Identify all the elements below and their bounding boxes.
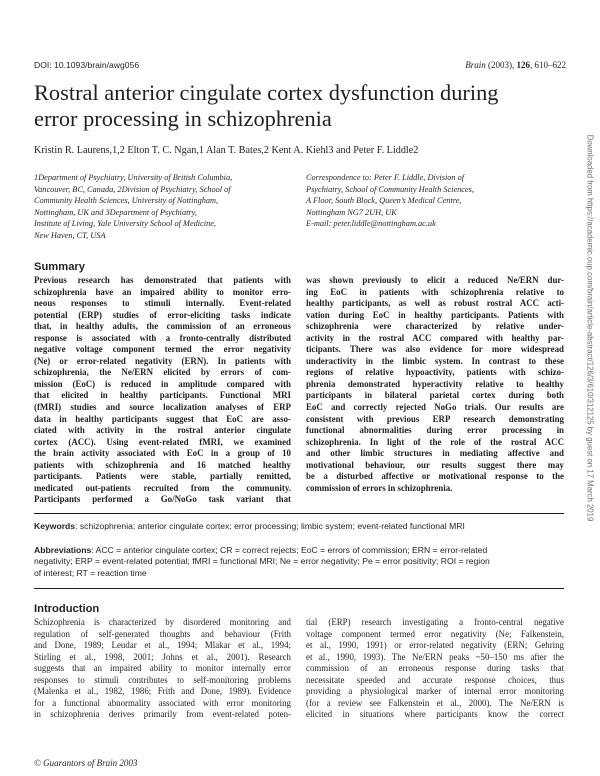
summary-line: that elicited in healthy participants. Functional MRI xyxy=(34,390,291,401)
summary-line: functional abnormalities during error processing in xyxy=(306,425,564,436)
summary-line: was shown previously to elicit a reduced Ne/ERN dur- xyxy=(306,275,564,285)
summary-line: and other limbic structures in mediating affective and xyxy=(306,448,564,459)
correspondence-line: Psychiatry, School of Community Health Sciences, xyxy=(306,184,474,194)
download-watermark-text: Downloaded from https://academic.oup.com/brain/article-abstract/126/3/610/312125 by guest on 17 March 2019 xyxy=(585,134,595,522)
intro-line: necessitate speeded and accurate response choices, thus xyxy=(306,674,564,685)
summary-line: that, in healthy adults, the commission of an erroneous xyxy=(34,321,291,332)
intro-line: in schizophrenia derives primarily from event-related poten- xyxy=(34,709,291,720)
summary-line: EoC and correctly rejected NoGo trials. Our results are xyxy=(306,402,564,413)
copyright-notice: © Guarantors of Brain 2003 xyxy=(34,758,138,768)
keywords xyxy=(34,521,564,531)
summary-line: ticipants. There was also evidence for more widespread xyxy=(306,344,564,355)
doi-label: DOI: 10.1093/brain/awg056 xyxy=(34,60,140,70)
correspondence-line: Nottingham NG7 2UH, UK xyxy=(306,207,397,217)
summary-line: healthy participants, as well as robust rostral ACC acti- xyxy=(306,298,564,309)
summary-right-column xyxy=(306,275,564,494)
summary-line: participants. Patients were stable, partially remitted, xyxy=(34,471,291,482)
intro-line: commission of an erroneous response during tasks that xyxy=(306,663,564,674)
correspondence xyxy=(306,172,474,230)
author-list: Kristin R. Laurens,1,2 Elton T. C. Ngan,1 Alan T. Bates,2 Kent A. Kiehl3 and Peter F. Liddle2 xyxy=(34,145,419,156)
summary-line: schizophrenia have an impaired ability to monitor erro- xyxy=(34,286,291,297)
summary-line: the brain activity associated with EoC in a group of 10 xyxy=(34,448,291,459)
correspondence-line: Correspondence to: Peter F. Liddle, Division of xyxy=(306,173,465,182)
divider xyxy=(34,513,564,514)
summary-line: participants in bilateral parietal cortex during both xyxy=(306,390,564,401)
summary-line: neous responses to stimuli internally. Event-related xyxy=(34,298,291,309)
intro-line: et al., 1990, 1993). The Ne/ERN peaks ~50–150 ms after the xyxy=(306,651,564,662)
affiliation-line: Institute of Living, Yale University School of Medicine, xyxy=(34,219,216,229)
affiliation-line: 1Department of Psychiatry, University of British Columbia, xyxy=(34,173,233,182)
intro-line: suggests that an impaired ability to monitor internally error xyxy=(34,663,291,674)
summary-line: regions of relative hypoactivity, patients with schizo- xyxy=(306,367,564,378)
summary-line: (fMRI) studies and source localization analyses of ERP xyxy=(34,402,291,413)
divider xyxy=(34,588,564,589)
abbreviations-line: of interest; RT = reaction time xyxy=(34,567,147,578)
journal-citation xyxy=(465,60,566,70)
intro-line: regulation of self-generated thoughts and behaviour (Frith xyxy=(34,628,291,639)
journal-name: Brain xyxy=(465,60,486,70)
summary-line: negative voltage component termed the error negativity xyxy=(34,344,291,355)
keywords-label: Keywords xyxy=(34,521,76,531)
summary-line: ing EoC in patients with schizophrenia relative to xyxy=(306,286,564,297)
summary-line: response is associated with a fronto-centrally distributed xyxy=(34,332,291,343)
intro-line: responses to stimuli contributes to self-monitoring problems xyxy=(34,674,291,685)
intro-line: providing a physiological marker of internal error monitoring xyxy=(306,686,564,697)
intro-line: Schizophrenia is characterized by disordered monitoring and xyxy=(34,617,291,627)
title-line: Rostral anterior cingulate cortex dysfunction during xyxy=(34,80,499,105)
introduction-left-column xyxy=(34,617,291,721)
intro-line: and Done, 1989; Leudar et al., 1994; Mlakar et al., 1994; xyxy=(34,640,291,651)
summary-line: phrenia demonstrated hyperactivity relative to healthy xyxy=(306,378,564,389)
intro-line: Stirling et al., 1998, 2001; Johns et al., 2001). Research xyxy=(34,651,291,662)
summary-line: activity in the rostral ACC compared with healthy par- xyxy=(306,332,564,343)
correspondence-line: A Floor, South Block, Queen’s Medical Centre, xyxy=(306,196,462,206)
summary-line: Participants performed a Go/NoGo task variant that xyxy=(34,494,291,505)
journal-year: (2003), xyxy=(485,60,517,70)
summary-line: schizophrenia, the Ne/ERN elicited by errors of com- xyxy=(34,367,291,378)
intro-line: (for a review see Falkenstein et al., 2000). The Ne/ERN is xyxy=(306,697,564,708)
title-line: error processing in schizophrenia xyxy=(34,106,332,131)
affiliation-line: Vancouver, BC, Canada, 2Division of Psychiatry, School of xyxy=(34,184,231,194)
abbreviations-line: : ACC = anterior cingulate cortex; CR = correct rejects; EoC = errors of commission; ERN = error-related xyxy=(91,545,488,555)
abbreviations-line: negativity; ERP = event-related potential; fMRI = functional MRI; Ne = error negativity; Pe = error positivity; ROI = region xyxy=(34,556,490,567)
abbreviations-label: Abbreviations xyxy=(34,545,92,555)
summary-line: data in healthy participants suggest that EoC are asso- xyxy=(34,413,291,424)
summary-line: medicated out-patients recruited from the community. xyxy=(34,482,291,493)
affiliation-line: Nottingham, UK and 3Department of Psychiatry, xyxy=(34,207,197,217)
intro-line: (Malenka et al., 1982, 1986; Frith and Done, 1989). Evidence xyxy=(34,686,291,697)
keywords-text: : schizophrenia; anterior cingulate cortex; error processing; limbic system; event-related functional MRI xyxy=(75,521,465,531)
summary-line: underactivity in the limbic system. In contrast to these xyxy=(306,355,564,366)
summary-line: mission (EoC) is reduced in amplitude compared with xyxy=(34,378,291,389)
download-watermark xyxy=(584,48,596,608)
journal-volume: 126 xyxy=(516,60,530,70)
summary-line: (Ne) or error-related negativity (ERN). In patients with xyxy=(34,355,291,366)
intro-line: et al., 1990, 1991) or error-related negativity (ERN; Gehring xyxy=(306,640,564,651)
introduction-right-column xyxy=(306,617,564,721)
summary-line: commission of errors in schizophrenia. xyxy=(306,482,453,493)
summary-line: cortex (ACC). Using event-related fMRI, we examined xyxy=(34,436,291,447)
summary-line: be a disturbed affective or motivational response to the xyxy=(306,471,564,482)
affiliation-line: Community Health Sciences, University of Nottingham, xyxy=(34,196,219,206)
summary-line: ciated with activity in the rostral anterior cingulate xyxy=(34,425,291,436)
correspondence-email: E-mail: peter.liddle@nottingham.ac.uk xyxy=(306,219,436,229)
summary-line: schizophrenia were characterized by relative under- xyxy=(306,321,564,332)
intro-line: elicited in situations where participants know the correct xyxy=(306,709,564,720)
summary-line: consistent with previous ERP research demonstrating xyxy=(306,413,564,424)
journal-pages: , 610–622 xyxy=(530,60,566,70)
intro-line: voltage component termed error negativity (Ne; Falkenstein, xyxy=(306,628,564,639)
summary-line: patients with schizophrenia and 16 matched healthy xyxy=(34,459,291,470)
article-title xyxy=(34,80,554,132)
summary-line: schizophrenia. In light of the role of the rostral ACC xyxy=(306,436,564,447)
summary-heading: Summary xyxy=(34,261,85,273)
abbreviations xyxy=(34,545,564,579)
summary-line: vation during EoC in healthy participants. Patients with xyxy=(306,309,564,320)
affiliation-line: New Haven, CT, USA xyxy=(34,230,106,240)
summary-left-column xyxy=(34,275,291,506)
summary-line: potential (ERP) studies of error-eliciting tasks indicate xyxy=(34,309,291,320)
summary-line: Previous research has demonstrated that patients with xyxy=(34,275,291,285)
affiliations xyxy=(34,172,232,242)
introduction-heading: Introduction xyxy=(34,603,100,615)
summary-line: motivational behaviour, our results suggest there may xyxy=(306,459,564,470)
intro-line: for a functional abnormality associated with error monitoring xyxy=(34,697,291,708)
intro-line: tial (ERP) research investigating a fronto-central negative xyxy=(306,617,564,627)
